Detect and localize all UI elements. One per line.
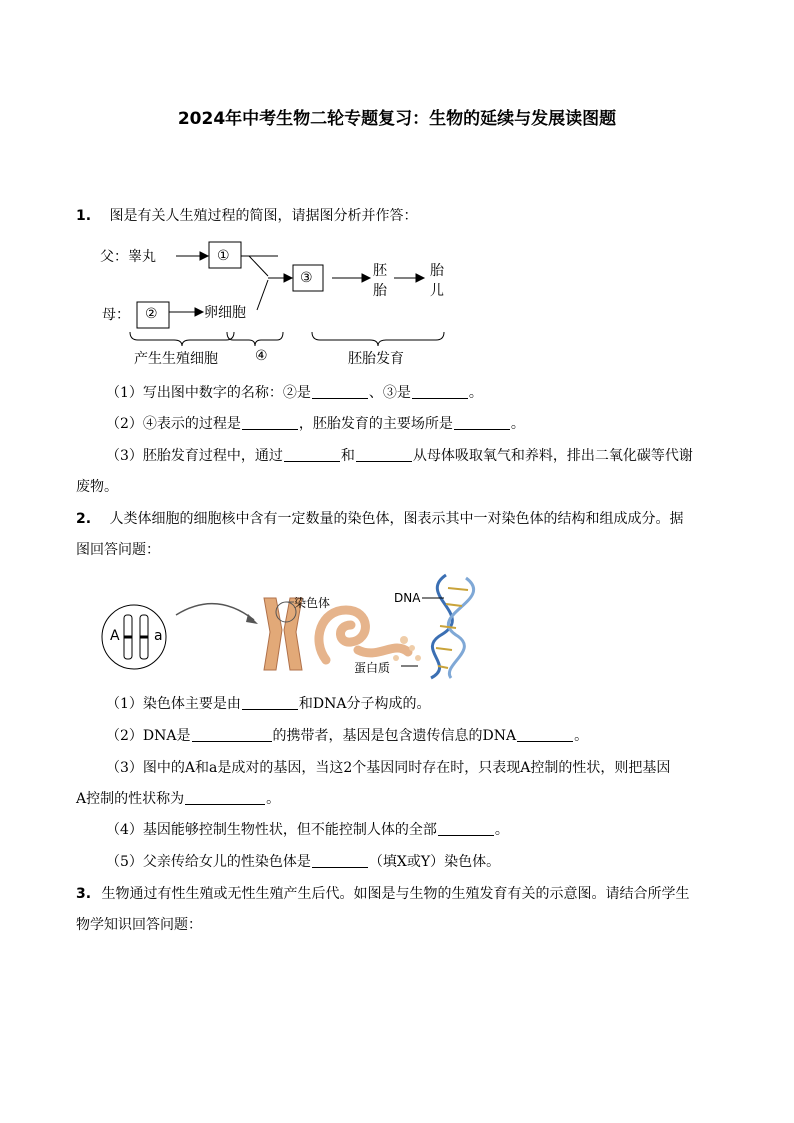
q2-sub4-text: （4）基因能够控制生物性状，但不能控制人体的全部 <box>106 822 437 838</box>
fetus-label-2: 儿 <box>430 283 444 299</box>
chromosome-diagram <box>96 570 486 680</box>
q2-sub5 <box>106 852 756 872</box>
q3-stem <box>76 884 726 904</box>
q2-sub2-text: （2）DNA是 <box>106 728 191 744</box>
brace-label-embryo-development: 胚胎发育 <box>348 351 404 367</box>
q3-stem-text: 生物通过有性生殖或无性生殖产生后代。如图是与生物的生殖发育有关的示意图。请结合所学生 <box>101 886 690 902</box>
q2-number: 2. <box>76 511 92 527</box>
answer-blank[interactable] <box>242 415 298 430</box>
q2-sub4 <box>106 820 756 840</box>
q1-sub1-end: 。 <box>468 385 483 401</box>
answer-blank[interactable] <box>438 821 494 836</box>
q2-sub3-cont <box>76 789 726 809</box>
gene-A-label: A <box>110 628 120 644</box>
q1-sub3-cont: 废物。 <box>76 479 118 495</box>
q1-stem <box>76 206 726 226</box>
answer-blank[interactable] <box>412 384 468 399</box>
gene-a-label: a <box>154 628 163 644</box>
q2-sub3-end: 。 <box>266 791 281 807</box>
brace-label-4: ④ <box>255 348 268 364</box>
page-title: 2024年中考生物二轮专题复习：生物的延续与发展读图题 <box>177 109 617 129</box>
q2-sub2 <box>106 726 756 746</box>
q2-sub1-text2: 和DNA分子构成的。 <box>298 696 431 712</box>
q3-number: 3. <box>76 886 92 902</box>
answer-blank[interactable] <box>185 790 265 805</box>
egg-cell-label: 卵细胞 <box>204 305 246 321</box>
q1-sub1-text: （1）写出图中数字的名称： <box>106 385 283 401</box>
q1-sub1-sep: 、 <box>368 385 383 401</box>
mother-label: 母： <box>102 307 130 323</box>
q1-sub2 <box>106 414 756 434</box>
chromosome-label: 染色体 <box>294 596 331 610</box>
answer-blank[interactable] <box>312 384 368 399</box>
q1-sub1-part-d: ③是 <box>382 385 411 401</box>
q2-stem-text: 人类体细胞的细胞核中含有一定数量的染色体，图表示其中一对染色体的结构和组成成分。据 <box>109 511 684 527</box>
chromosome-illustration <box>96 570 486 680</box>
q2-sub1 <box>106 694 756 714</box>
q1-sub2-prefix: （2） <box>106 416 143 432</box>
q1-sub1-part-b: ②是 <box>282 385 311 401</box>
answer-blank[interactable] <box>517 727 573 742</box>
q2-stem <box>76 509 726 529</box>
q2-sub3: （3）图中的A和a是成对的基因，当这2个基因同时存在时，只表现A控制的性状，则把基因 <box>106 760 671 776</box>
box3-label: ③ <box>300 270 313 286</box>
q1-sub1 <box>106 383 756 403</box>
q1-number: 1. <box>76 208 92 224</box>
box2-label: ② <box>145 306 158 322</box>
q1-sub2-end: 。 <box>510 416 525 432</box>
q2-sub1-text: （1）染色体主要是由 <box>106 696 241 712</box>
reproduction-diagram <box>100 232 460 372</box>
embryo-label-1: 胚 <box>373 263 387 279</box>
q2-sub5-text2: （填X或Y）染色体。 <box>368 854 501 870</box>
q2-sub2-text2: 的携带者，基因是包含遗传信息的DNA <box>272 728 517 744</box>
fetus-label-1: 胎 <box>430 263 444 279</box>
q2-sub4-end: 。 <box>494 822 509 838</box>
q2-sub5-text: （5）父亲传给女儿的性染色体是 <box>106 854 311 870</box>
box1-label: ① <box>217 248 230 264</box>
answer-blank[interactable] <box>356 447 412 462</box>
q1-sub3-text2: 从母体吸取氧气和养料，排出二氧化碳等代谢 <box>412 448 693 464</box>
answer-blank[interactable] <box>242 695 298 710</box>
q1-sub3-and: 和 <box>340 448 355 464</box>
q2-stem-cont: 图回答问题： <box>76 542 160 558</box>
q2-sub2-end: 。 <box>574 728 589 744</box>
q1-stem-text: 图是有关人生殖过程的简图，请据图分析并作答： <box>109 208 418 224</box>
dna-label: DNA <box>394 591 421 605</box>
protein-label: 蛋白质 <box>354 661 391 675</box>
father-label: 父：睾丸 <box>100 249 156 265</box>
q1-sub2-text2: ，胚胎发育的主要场所是 <box>298 416 453 432</box>
answer-blank[interactable] <box>454 415 510 430</box>
brace-label-germ-cells: 产生生殖细胞 <box>134 351 218 367</box>
embryo-label-2: 胎 <box>373 283 387 299</box>
q1-sub2-text: ④表示的过程是 <box>142 416 241 432</box>
q1-sub3 <box>106 446 756 466</box>
q2-sub3-text2: A控制的性状称为 <box>76 791 185 807</box>
q3-stem-cont: 物学知识回答问题： <box>76 917 202 933</box>
answer-blank[interactable] <box>284 447 340 462</box>
q1-sub3-text: （3）胚胎发育过程中，通过 <box>106 448 283 464</box>
answer-blank[interactable] <box>312 853 368 868</box>
answer-blank[interactable] <box>192 727 272 742</box>
